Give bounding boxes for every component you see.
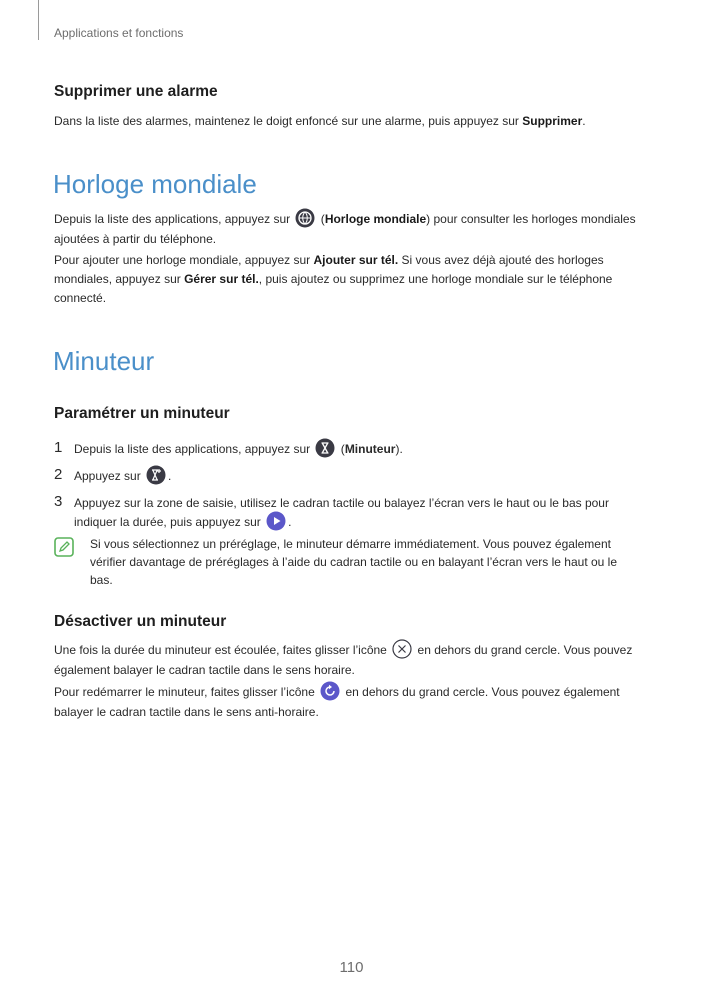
timer-title: Minuteur	[53, 346, 155, 376]
step-number: 3	[54, 493, 63, 510]
page-number: 110	[339, 959, 364, 976]
breadcrumb: Applications et fonctions	[54, 26, 184, 40]
play-icon	[266, 511, 286, 531]
disable-timer-paragraph-1: Une fois la durée du minuteur est écoulée, faites glisser l’icône en dehors du grand cercle. Vous pouvez également balayer le cadran tactile dans le sens horaire.	[54, 641, 650, 680]
delete-label: Supprimer	[522, 114, 583, 128]
note-block	[54, 535, 650, 591]
page-rule	[38, 0, 39, 40]
step-2: 2 Appuyez sur .	[54, 466, 172, 484]
note-icon	[54, 537, 74, 562]
restart-icon	[320, 681, 340, 701]
add-on-phone-label: Ajouter sur tél.	[313, 253, 399, 267]
manage-on-phone-label: Gérer sur tél.	[184, 272, 259, 286]
disable-timer-paragraph-2: Pour redémarrer le minuteur, faites glisser l’icône en dehors du grand cercle. Vous pouvez également balayer le cadran tactile dans le sens anti-horaire.	[54, 683, 650, 722]
step-1: 1 Depuis la liste des applications, appuyez sur (Minuteur).	[54, 439, 403, 457]
world-clock-label: Horloge mondiale	[324, 212, 427, 227]
timer-app-icon	[315, 438, 335, 458]
world-clock-app-icon	[295, 208, 315, 228]
delete-alarm-paragraph: Dans la liste des alarmes, maintenez le doigt enfoncé sur une alarme, puis appuyez sur Supprimer.	[54, 114, 586, 128]
delete-alarm-title: Supprimer une alarme	[54, 83, 218, 100]
step-number: 1	[54, 439, 63, 456]
timer-label: Minuteur	[344, 442, 396, 457]
custom-timer-icon	[146, 465, 166, 485]
world-clock-paragraph-2: Pour ajouter une horloge mondiale, appuyez sur Ajouter sur tél. Si vous avez déjà ajouté des horloges mondiales, appuyez sur Gérer sur tél., puis ajoutez ou supprimez une horloge mondiale sur le téléphone connecté.	[54, 253, 613, 305]
set-timer-title: Paramétrer un minuteur	[54, 405, 230, 422]
world-clock-paragraph-1: Depuis la liste des applications, appuyez sur (Horloge mondiale) pour consulter les horloges mondiales ajoutées à partir du téléphone.	[54, 210, 650, 249]
note-text: Si vous sélectionnez un préréglage, le minuteur démarre immédiatement. Vous pouvez également vérifier davantage de préréglages à l’aide du cadran tactile ou en balayant l’écran vers le haut ou le bas.	[90, 537, 618, 587]
step-3: 3 Appuyez sur la zone de saisie, utilisez le cadran tactile ou balayez l’écran vers le haut ou le bas pour indiquer la durée, puis appuyez sur .	[54, 493, 609, 530]
world-clock-title: Horloge mondiale	[53, 169, 257, 199]
disable-timer-title: Désactiver un minuteur	[54, 613, 227, 630]
dismiss-icon	[392, 639, 412, 659]
step-number: 2	[54, 466, 63, 483]
